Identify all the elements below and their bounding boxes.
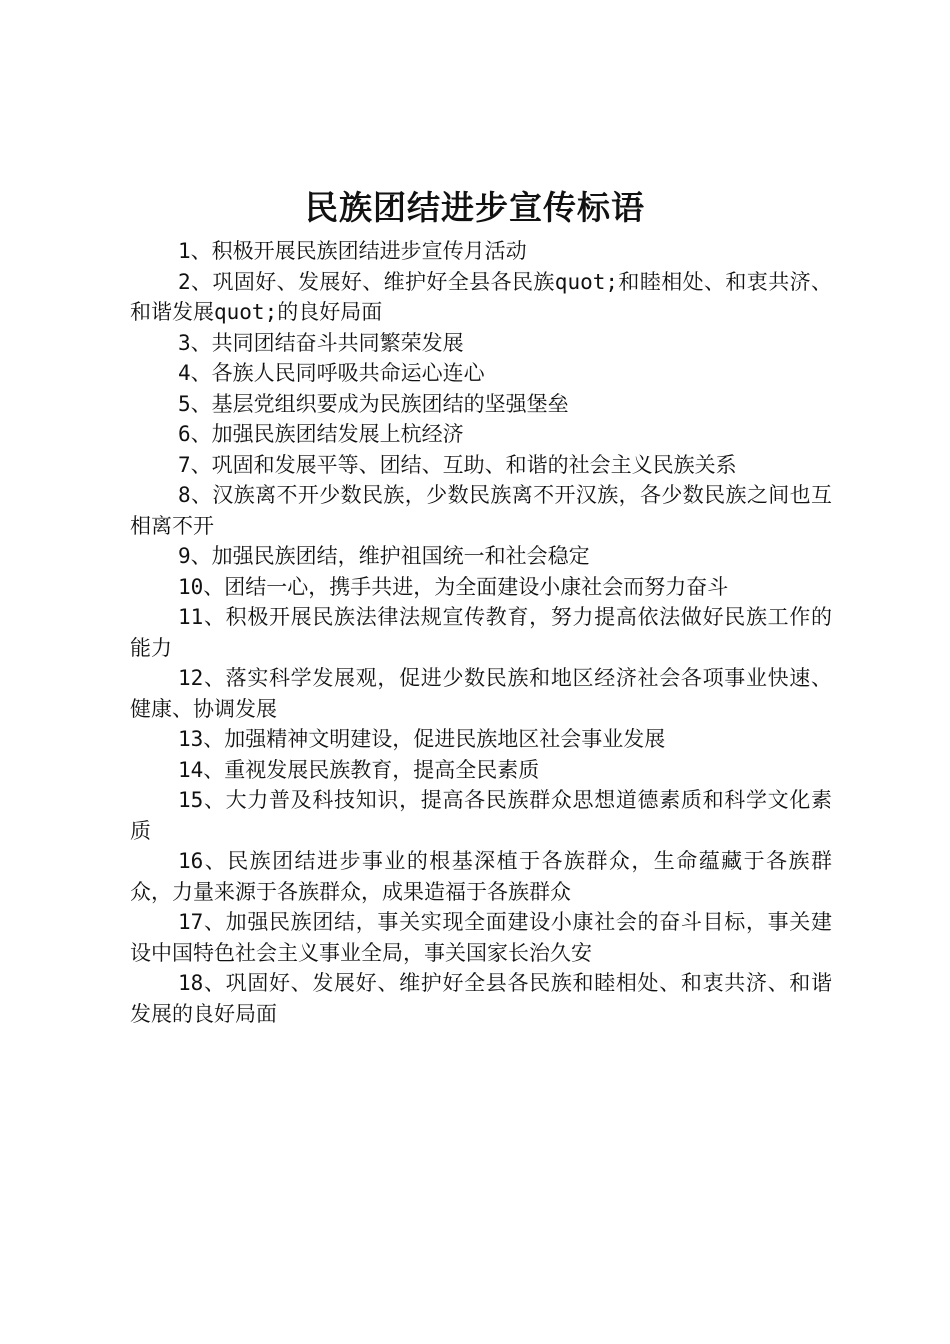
slogan-list — [130, 236, 832, 1029]
slogan-item-6: 6、加强民族团结发展上杭经济 — [178, 422, 464, 446]
slogan-item-14: 14、重视发展民族教育，提高全民素质 — [178, 757, 540, 782]
slogan-item-5: 5、基层党组织要成为民族团结的坚强堡垒 — [178, 391, 569, 416]
slogan-item-7: 7、巩固和发展平等、团结、互助、和谐的社会主义民族关系 — [178, 452, 737, 477]
slogan-item-10: 10、团结一心，携手共进，为全面建设小康社会而努力奋斗 — [178, 574, 729, 599]
slogan-item-12: 12、落实科学发展观，促进少数民族和地区经济社会各项事业快速、健康、协调发展 — [130, 666, 832, 721]
slogan-item-18: 18、巩固好、发展好、维护好全县各民族和睦相处、和衷共济、和谐发展的良好局面 — [130, 971, 832, 1026]
slogan-item-3: 3、共同团结奋斗共同繁荣发展 — [178, 330, 464, 355]
slogan-item-15: 15、大力普及科技知识，提高各民族群众思想道德素质和科学文化素质 — [130, 788, 832, 843]
document-title: 民族团结进步宣传标语 — [305, 188, 645, 227]
slogan-item-8: 8、汉族离不开少数民族，少数民族离不开汉族，各少数民族之间也互相离不开 — [130, 483, 832, 538]
slogan-item-11: 11、积极开展民族法律法规宣传教育，努力提高依法做好民族工作的能力 — [130, 605, 832, 660]
slogan-item-1: 1、积极开展民族团结进步宣传月活动 — [178, 239, 527, 263]
slogan-item-9: 9、加强民族团结，维护祖国统一和社会稳定 — [178, 544, 590, 568]
slogan-item-4: 4、各族人民同呼吸共命运心连心 — [178, 361, 485, 385]
slogan-item-16: 16、民族团结进步事业的根基深植于各族群众，生命蕴藏于各族群众，力量来源于各族群众，成果造福于各族群众 — [130, 849, 832, 904]
slogan-item-2: 2、巩固好、发展好、维护好全县各民族quot;和睦相处、和衷共济、和谐发展quot;的良好局面 — [130, 269, 832, 324]
slogan-item-13: 13、加强精神文明建设，促进民族地区社会事业发展 — [178, 727, 666, 751]
slogan-item-17: 17、加强民族团结，事关实现全面建设小康社会的奋斗目标，事关建设中国特色社会主义事业全局，事关国家长治久安 — [130, 910, 832, 965]
